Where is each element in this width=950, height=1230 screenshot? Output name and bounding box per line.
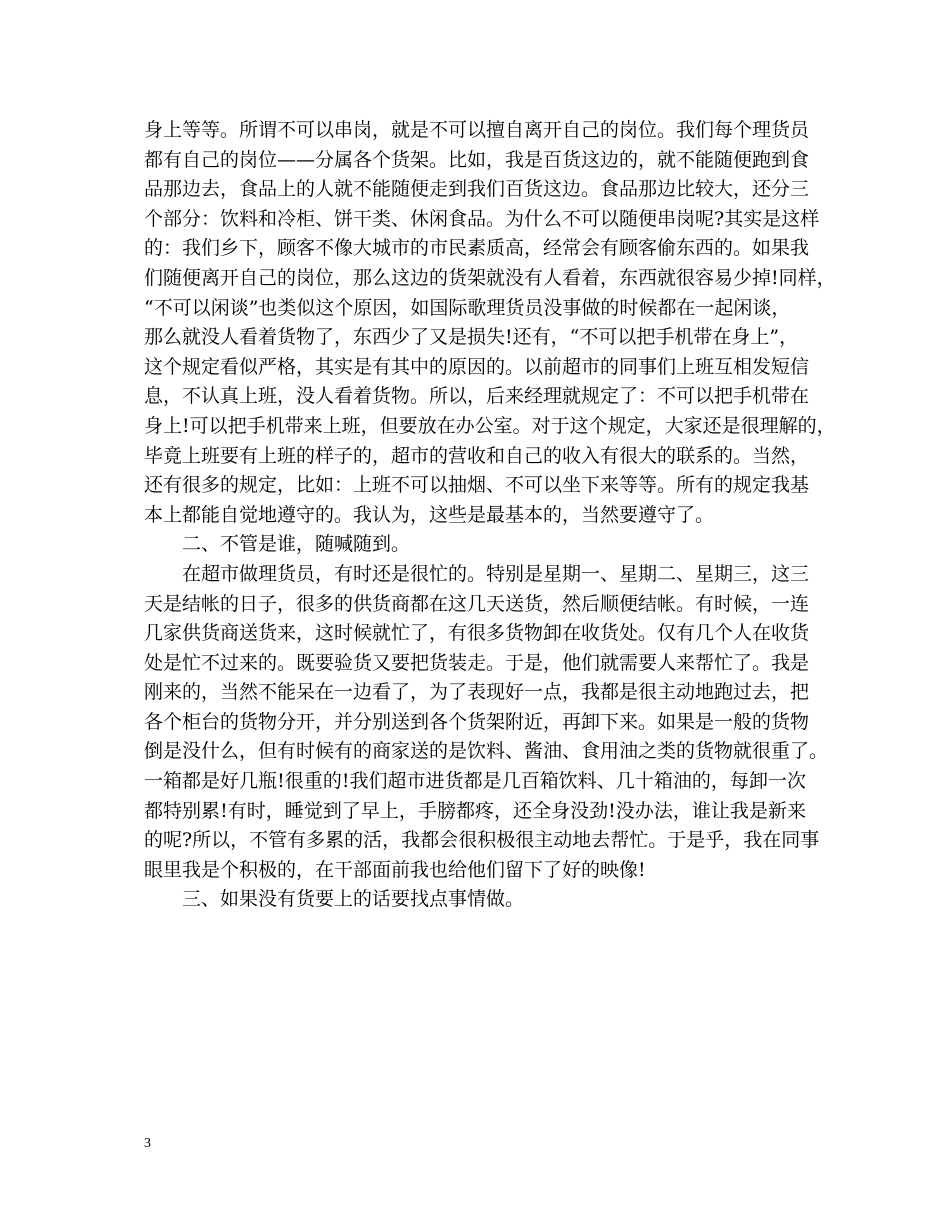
page-number: 3 <box>144 1136 151 1151</box>
text-line: 们随便离开自己的岗位，那么这边的货架就没有人看着，东西就很容易少掉!同样， <box>144 266 836 289</box>
text-line: 那么就没人看着货物了，东西少了又是损失!还有，“不可以把手机带在身上”， <box>144 326 799 349</box>
text-line: 个部分：饮料和冷柜、饼干类、休闲食品。为什么不可以随便串岗呢?其实是这样 <box>144 207 820 230</box>
text-line: 倒是没什么，但有时候有的商家送的是饮料、酱油、食用油之类的货物就很重了。 <box>144 740 829 763</box>
text-line: 还有很多的规定，比如：上班不可以抽烟、不可以坐下来等等。所有的规定我基 <box>144 474 810 497</box>
text-line: 一箱都是好几瓶!很重的!我们超市进货都是几百箱饮料、几十箱油的，每卸一次 <box>144 770 806 793</box>
text-line: 本上都能自觉地遵守的。我认为，这些是最基本的，当然要遵守了。 <box>144 503 715 526</box>
section-heading: 三、如果没有货要上的话要找点事情做。 <box>182 888 525 911</box>
text-line: 的：我们乡下，顾客不像大城市的市民素质高，经常会有顾客偷东西的。如果我 <box>144 237 810 260</box>
text-line: 都有自己的岗位——分属各个货架。比如，我是百货这边的，就不能随便跑到食 <box>144 148 810 171</box>
text-line: 这个规定看似严格，其实是有其中的原因的。以前超市的同事们上班互相发短信 <box>144 355 810 378</box>
text-line: “不可以闲谈”也类似这个原因，如国际歌理货员没事做的时候都在一起闲谈， <box>144 296 791 319</box>
text-line: 各个柜台的货物分开，并分别送到各个货架附近，再卸下来。如果是一般的货物 <box>144 710 810 733</box>
text-line: 品那边去，食品上的人就不能随便走到我们百货这边。食品那边比较大，还分三 <box>144 178 810 201</box>
text-line: 刚来的，当然不能呆在一边看了，为了表现好一点，我都是很主动地跑过去，把 <box>144 681 810 704</box>
text-line: 毕竟上班要有上班的样子的，超市的营收和自己的收入有很大的联系的。当然， <box>144 444 810 467</box>
text-line: 身上等等。所谓不可以串岗，就是不可以擅自离开自己的岗位。我们每个理货员 <box>144 119 810 141</box>
body-text <box>144 116 836 915</box>
text-line: 处是忙不过来的。既要验货又要把货装走。于是，他们就需要人来帮忙了。我是 <box>144 651 810 674</box>
text-line: 天是结帐的日子，很多的供货商都在这几天送货，然后顺便结帐。有时候，一连 <box>144 592 810 615</box>
text-line: 都特别累!有时，睡觉到了早上，手膀都疼，还全身没劲!没办法，谁让我是新来 <box>144 799 806 822</box>
text-line: 息，不认真上班，没人看着货物。所以，后来经理就规定了：不可以把手机带在 <box>144 385 810 408</box>
section-heading: 二、不管是谁，随喊随到。 <box>182 533 411 556</box>
text-line: 的呢?所以，不管有多累的活，我都会很积极很主动地去帮忙。于是乎，我在同事 <box>144 829 820 852</box>
text-line: 眼里我是个积极的，在干部面前我也给他们留下了好的映像! <box>144 858 646 881</box>
text-line: 在超市做理货员，有时还是很忙的。特别是星期一、星期二、星期三，这三 <box>182 562 810 585</box>
text-line: 几家供货商送货来，这时候就忙了，有很多货物卸在收货处。仅有几个人在收货 <box>144 622 810 645</box>
text-line: 身上!可以把手机带来上班，但要放在办公室。对于这个规定，大家还是很理解的， <box>144 414 836 437</box>
